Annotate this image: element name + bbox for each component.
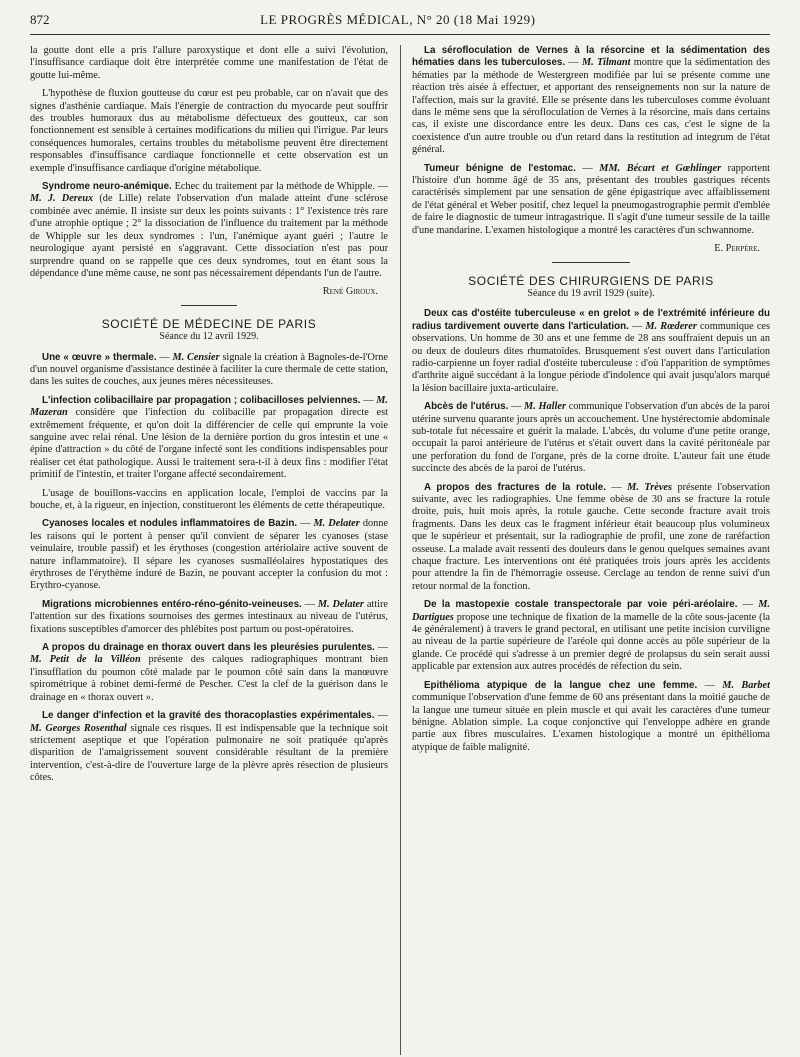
- column-divider: [400, 45, 401, 1055]
- article-lead: A propos du drainage en thorax ouvert dans les pleurésies purulentes.: [42, 642, 375, 654]
- paragraph: L'usage de bouillons-vaccins en application locale, l'emploi de vaccins par la bouche, et, à la rigueur, en injection, constitueront les éléments de cette thérapeutique.: [30, 487, 388, 511]
- article-lead: Cyanoses locales et nodules inflammatoires de Bazin.: [42, 518, 298, 530]
- text-run: signale ces risques. Il est indispensable que la technique soit strictement aseptique et que l'opération pulmonaire ne soit pratiquée qu'après disparition de l'amaigrissement souvent considérable résultant de la première intervention, c'est-à-dire de l'ouverture large de la plèvre après résection de plusieurs côtes.: [30, 722, 388, 784]
- text-run: propose une technique de fixation de la mamelle de la côte sous-jacente (la 4e généralement) à travers le grand pectoral, en utilisant une petite incision curviligne au niveau de la partie supérieure de l'aréole qui donne accès au pôle supérieur de la glande. Ce procédé qui s'adresse à un premier degré de prolapsus du sein serait aussi applicable par extension aux autres procédés de réfection du sein.: [412, 611, 770, 673]
- article: [412, 599, 770, 673]
- text-run: —: [508, 401, 525, 413]
- signature: René Giroux.: [322, 286, 378, 298]
- article-lead: L'infection colibacillaire par propagation ; colibacilloses pelviennes.: [42, 394, 361, 406]
- text-run: montre que la sédimentation des hématies par la méthode de Westergreen modifiée par lui se présente comme une réaction très aisée à effectuer, et apportant des renseignements non sur la nature de l'affection, mais sur la gravité. Elle se présente dans les tuberculoses comme évoluant dans le même sens que la sérofloculation de Vernes à la résorcine, mais dans certains cas, il existe une discordance entre les deux. Dans ces cas, c'est le signe de la coexistence d'un autre trouble ou d'un retard dans la restitution ad integrum de l'état général.: [412, 57, 770, 156]
- page-header: [30, 12, 770, 35]
- society-heading: SOCIÉTÉ DE MÉDECINE DE PARIS: [101, 316, 317, 331]
- text-run: communique l'observation d'un abcès de la paroi utérine survenu quarante jours après un accouchement. Une hystérectomie abdominale sub-totale fut nécessaire et guérit la malade. L'abcès, du volume d'une petite orange, occupait la paroi antérieure de l'utérus et s'était ouvert dans la cavité péritonéale par une perforation du fond de l'organe, près de la corne droite. L'auteur fait une étude succincte des abcès de la paroi de l'utérus.: [412, 401, 770, 475]
- signature: E. Perpère.: [714, 243, 760, 255]
- article-lead: Epithélioma atypique de la langue chez une femme.: [424, 679, 698, 691]
- article-lead: Une « œuvre » thermale.: [42, 351, 157, 363]
- society-heading: SOCIÉTÉ DES CHIRURGIENS DE PARIS: [468, 273, 714, 288]
- text-run: —: [737, 599, 759, 611]
- article: [412, 163, 770, 237]
- article: [412, 482, 770, 594]
- author-name: M. J. Dereux: [30, 193, 94, 205]
- author-name: M. Petit de la Villéon: [30, 654, 141, 666]
- article-lead: Abcès de l'utérus.: [424, 401, 509, 413]
- author-name: M. Tilmant: [582, 57, 631, 69]
- text-run: —: [697, 679, 723, 691]
- session-date: Séance du 12 avril 1929.: [159, 331, 259, 343]
- article: [30, 518, 388, 592]
- article: [30, 642, 388, 704]
- text-run: —: [374, 642, 388, 654]
- text-run: considère que l'infection du colibacille par propagation directe est extrêmement fréquente, et qu'on doit la différencier de celle qui emprunte la voie sanguine avec relai rénal. Une lésion de la dernière portion du gros intestin et une « épine d'attraction » du côté de l'organe infecté sont les conditions indispensables pour réaliser cet état pathologique. Aussi le traitement sera-t-il à deux fins : modifier l'état primitif de l'intestin, et traiter l'organe affecté secondairement.: [30, 407, 388, 481]
- author-name: M. Rœderer: [645, 320, 697, 332]
- article-lead: Migrations microbiennes entéro-réno-génito-veineuses.: [42, 598, 302, 610]
- author-name: M. Delater: [313, 518, 360, 530]
- text-run: —: [628, 320, 646, 332]
- author-name: MM. Bécart et Gœhlinger: [599, 162, 722, 174]
- text-run: présente des calques radiographiques montrant bien l'insufflation du poumon côté malade par le poumon côté sain dans la manœuvre spirométrique à robinet demi-fermé de Pescher. C'est la clef de la guérison dans le drainage en « thorax ouvert ».: [30, 654, 388, 703]
- page-number: 872: [30, 12, 50, 27]
- article: [412, 401, 770, 475]
- author-name: M. Mazeran: [30, 394, 388, 419]
- text-run: communique l'observation d'une femme de 60 ans présentant dans la moitié gauche de la langue une tumeur située en plein muscle et qui avait les caractères d'une tumeur bénigne. Ablation simple. La coque conjonctive qui l'enveloppe adhère en grande partie aux fibres musculaires. L'examen histologique a montré un épithélioma atypique de faible malignité.: [412, 692, 770, 753]
- article-syndrome: [30, 181, 388, 280]
- text-run: —: [360, 394, 377, 406]
- text-run: —: [575, 162, 600, 174]
- text-run: communique ces observations. Un homme de 30 ans et une femme de 28 ans souffraient depuis un an ou deux de douleurs dites rhumatoïdes. Brusquement s'est ouvert dans l'articulation radio-carpienne un foyer radial d'ostéite tuberculeuse : d'où l'apparition de symptômes d'arthrite aiguë succédant à la longue période d'indolence qui avait jusqu'alors marqué la lésion bacillaire juxta-articulaire.: [412, 320, 770, 394]
- article: [412, 308, 770, 395]
- text-run: rapportent l'histoire d'un homme âgé de 35 ans, présentant des troubles gastriques récents caractérisés simplement par une sensation de gêne épigastrique avec affaiblissement de l'état général et Weber positif, chez lequel la pneumogastrographie permit d'emblée de faire le diagnostic de tumeur intragastrique. Il s'agit d'une tumeur sessile de la taille d'une mandarine. L'examen histologique a montré les caractères d'un schwannome.: [412, 162, 770, 236]
- article-lead: De la mastopexie costale transpectorale par voie péri-aréolaire.: [424, 599, 738, 611]
- right-column: [412, 45, 770, 791]
- text-run: —: [374, 710, 388, 722]
- left-column: [30, 45, 388, 791]
- text-run: Echec du traitement par la méthode de Whipple. —: [171, 181, 388, 193]
- article: [30, 395, 388, 482]
- separator-rule: [181, 305, 237, 306]
- author-name: M. Censier: [172, 351, 220, 363]
- article: [412, 680, 770, 754]
- article-lead: Deux cas d'ostéite tuberculeuse « en grelot » de l'extrémité inférieure du radius tardivement ouverte dans l'articulation.: [412, 308, 770, 332]
- article: [30, 599, 388, 636]
- text-run: attire l'attention sur des fixations sournoises des germes intestinaux au niveau de l'utérus, fixations susceptibles d'amorcer des phlébites post partum ou post-opératoires.: [30, 598, 388, 635]
- article-lead: La sérofloculation de Vernes à la résorcine et la sédimentation des hématies dans les tuberculoses.: [412, 45, 770, 69]
- separator-rule: [552, 262, 630, 263]
- text-run: —: [297, 518, 314, 530]
- text-run: —: [156, 351, 173, 363]
- text-columns: [30, 45, 770, 791]
- text-run: —: [301, 598, 318, 610]
- article-lead: Syndrome neuro-anémique.: [42, 181, 172, 193]
- session-date: Séance du 19 avril 1929 (suite).: [527, 287, 655, 299]
- author-name: M. Barbet: [722, 679, 770, 691]
- text-run: donne les raisons qui le portent à penser qu'il convient de séparer les cyanoses (stase veinulaire, trouble passif) et les érythoses (congestion artériolaire active souvent de nature inflammatoire). Il sépare les cyanoses susmalléolaires hypostatiques des érythroses de l'érythème induré de Bazin, ne pouvant accepter la confusion du mot : Erythro-cyanose.: [30, 518, 388, 592]
- article: [412, 45, 770, 157]
- text-run: (de Lille) relate l'observation d'un malade atteint d'une sclérose combinée avec anémie. Il insiste sur deux les points suivants : 1° l'existence très rare d'une atrophie optique ; 2° la dissociation de l'influence du traitement par la méthode de Whipple sur les deux syndromes : l'un, l'anémique ayant guéri ; l'autre le neurologique ayant persisté en s'aggravant. Cette dissociation n'est pas pour surprendre quand on se rappelle que ces deux syndromes, tout en étant sous la dépendance d'une même cause, ne sont pas nécessairement dépendants l'un de l'autre.: [30, 193, 388, 279]
- author-name: M. Haller: [524, 401, 566, 413]
- article: [30, 710, 388, 784]
- article-lead: Tumeur bénigne de l'estomac.: [424, 162, 576, 174]
- author-name: M. Trèves: [627, 481, 672, 493]
- author-name: M. Dartigues: [412, 599, 770, 623]
- text-run: —: [605, 481, 628, 493]
- article-lead: Le danger d'infection et la gravité des thoracoplasties expérimentales.: [42, 710, 375, 722]
- author-name: M. Delater: [317, 598, 364, 610]
- text-run: présente l'observation suivante, avec les radiographies. Une femme obèse de 30 ans se fracture la rotule droite, puis, huit mois après, la rotule gauche. Cette seconde fracture avait trois fragments. Dans les deux cas le fragment inférieur était beaucoup plus volumineux que le supérieur et présentait, sur la radiographie de profil, une zone de raréfaction osseuse. La malade avait ressenti des douleurs dans le genou quelques semaines avant chaque fracture. Les interventions ont été pratiquées trois jours après les accidents pour attendre la fin de l'hémorragie osseuse. Cerclage au tendon de renne suivi d'un retour normal de la fonction.: [412, 481, 770, 592]
- article: [30, 352, 388, 389]
- text-run: signale la création à Bagnoles-de-l'Orne d'un nouvel organisme d'assistance destinée à faciliter la cure thermale de cette station, dans les suites de couches, aux jeunes mères nécessiteuses.: [30, 351, 388, 388]
- author-name: M. Georges Rosenthal: [30, 722, 127, 734]
- paragraph: la goutte dont elle a pris l'allure paroxystique et dont elle a suivi l'évolution, l'insuffisance cardiaque doit être interprétée comme une manifestation de l'état de goutte lui-même.: [30, 45, 388, 81]
- article-lead: A propos des fractures de la rotule.: [424, 481, 606, 493]
- paragraph: L'hypothèse de fluxion goutteuse du cœur est peu probable, car on n'avait que des signes d'asthénie cardiaque. Mais l'énergie de contraction du myocarde peut souffrir des troubles humoraux dus au métabolisme défectueux des goutteux, car son fonctionnement est sensible à certaines modifications du milieu qui l'irrigue. Par leurs conséquences humorales, certains troubles du métabolisme peuvent être directement responsables d'insuffisance cardiaque fonctionnelle et cette observation est un exemple d'insuffisance cardiaque d'origine métabolique.: [30, 88, 388, 174]
- text-run: —: [565, 57, 582, 69]
- journal-title: LE PROGRÈS MÉDICAL, N° 20 (18 Mai 1929): [260, 12, 536, 27]
